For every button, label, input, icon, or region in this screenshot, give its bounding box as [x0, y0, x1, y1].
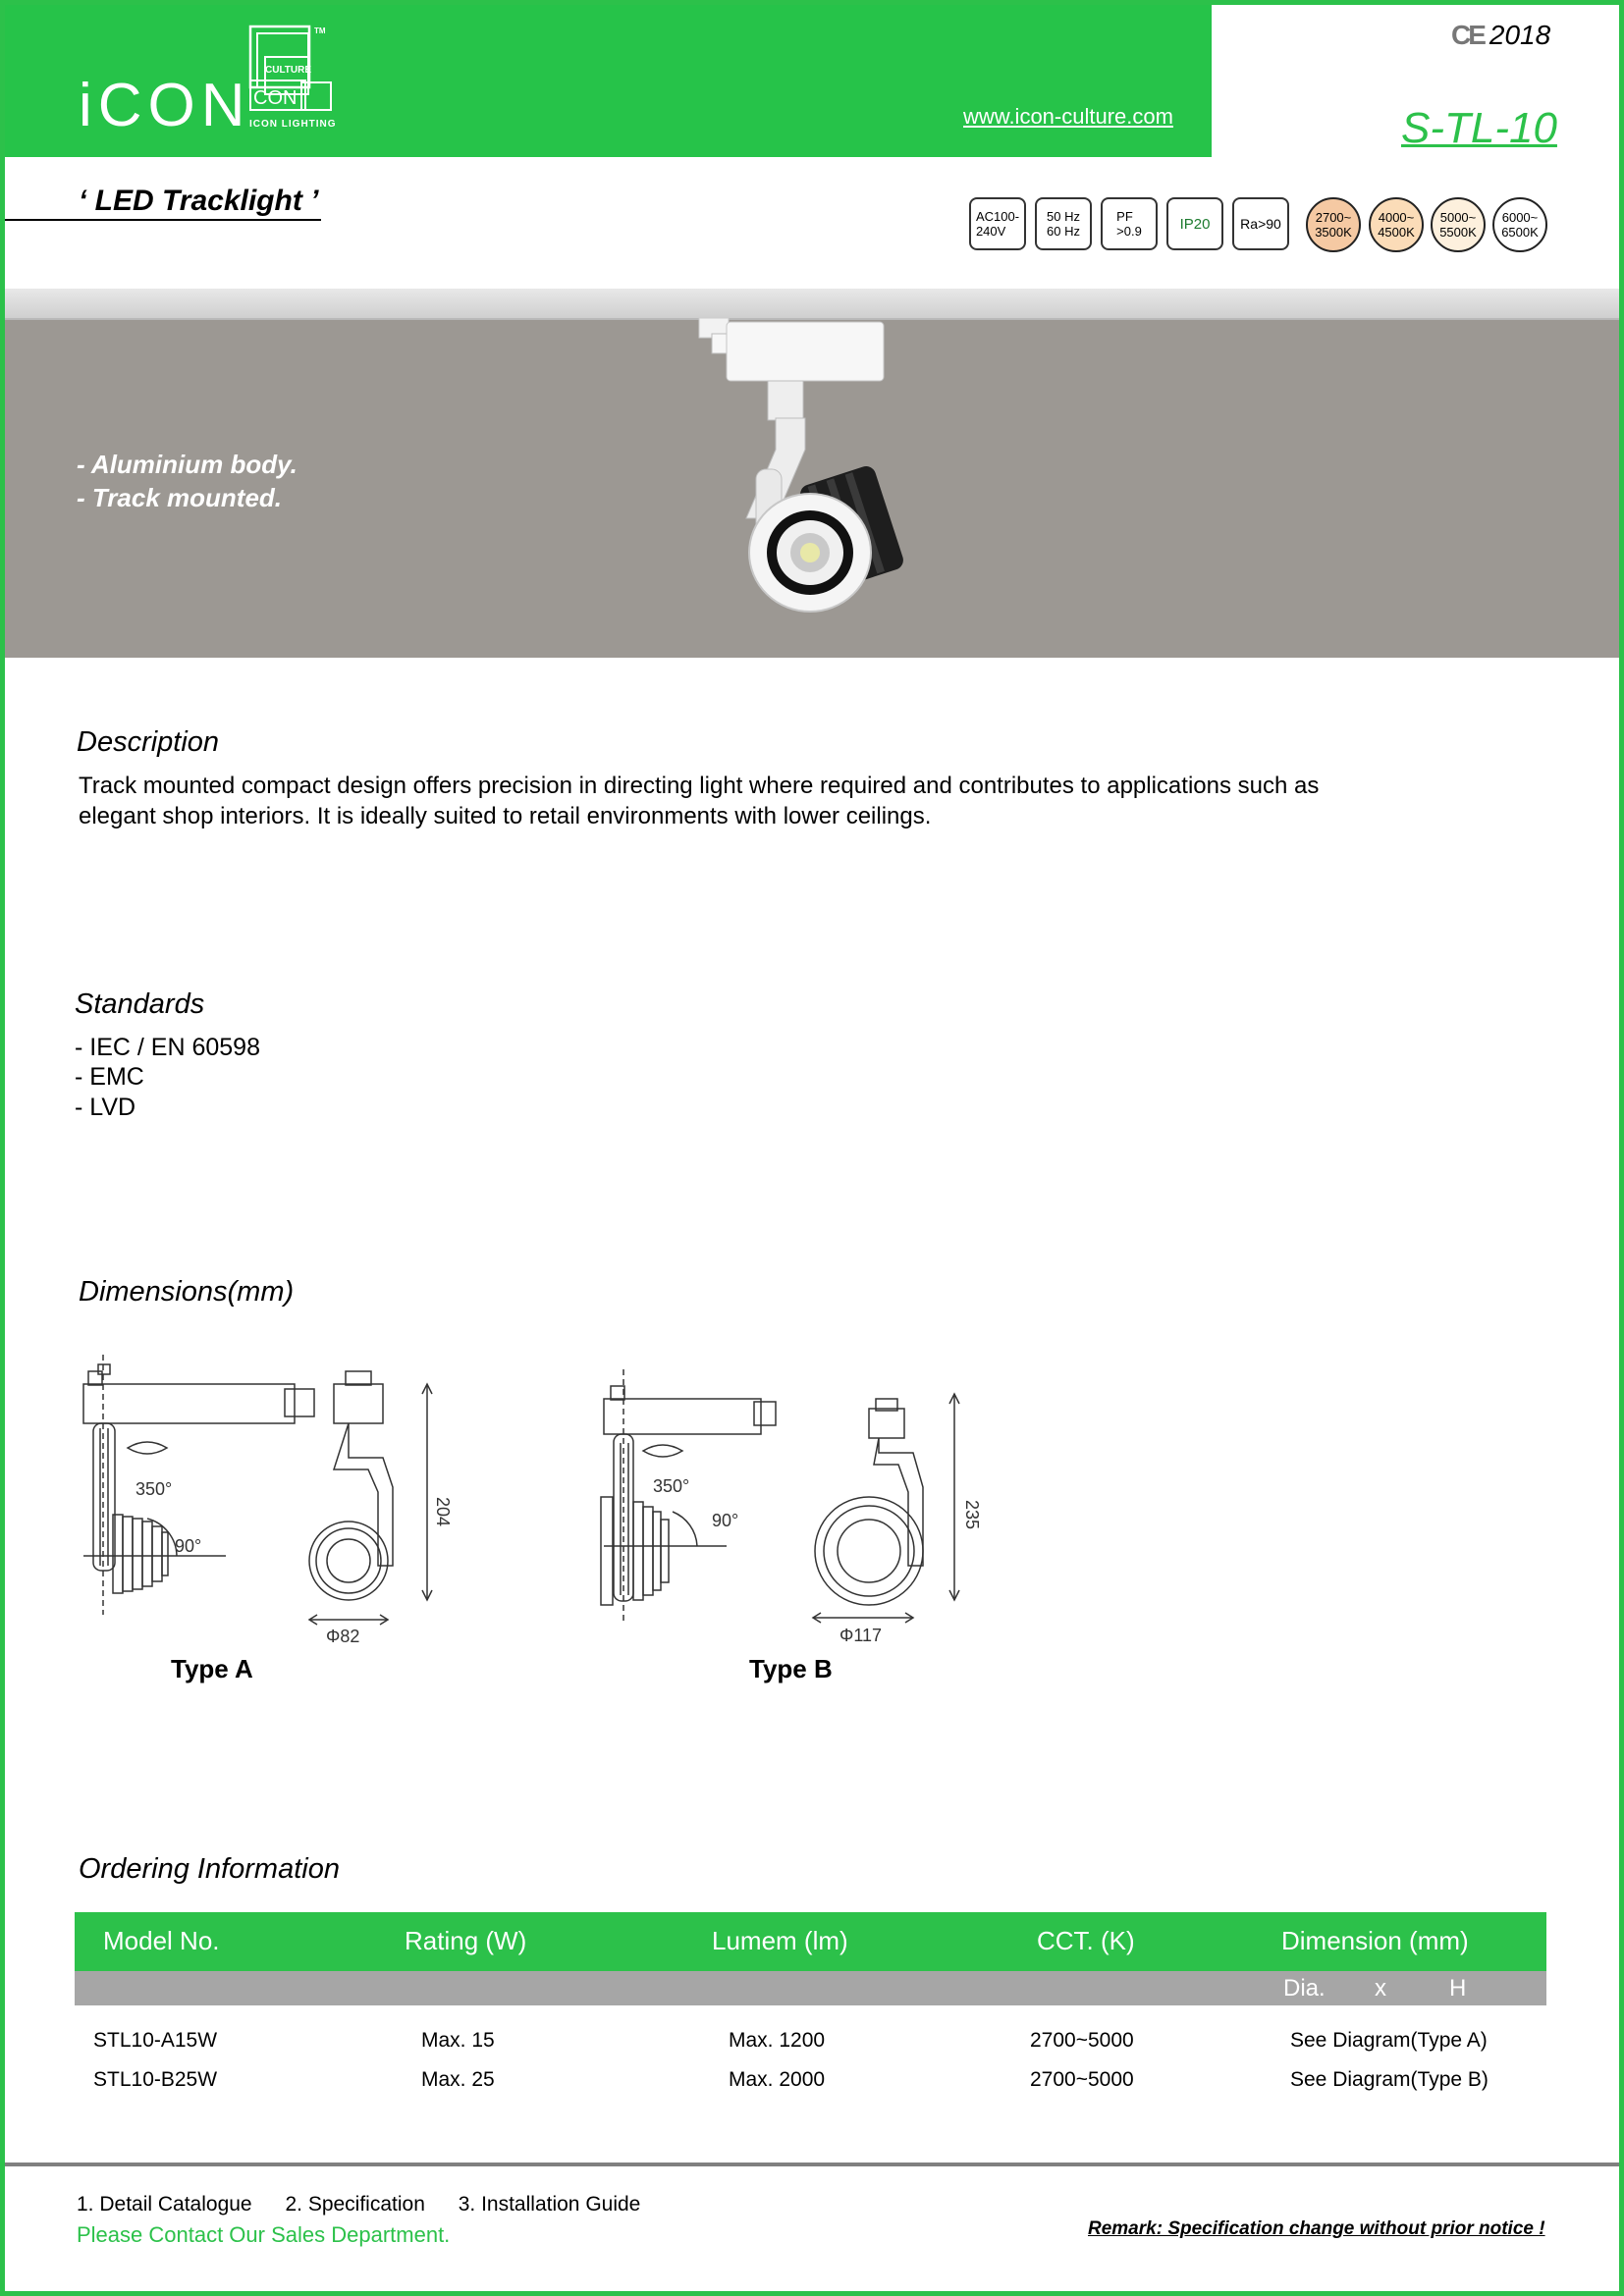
standards-heading: Standards — [75, 988, 205, 1020]
type-a-tilt: 90° — [175, 1536, 202, 1556]
footer-link-catalogue[interactable]: 1. Detail Catalogue — [77, 2193, 252, 2216]
dimensions-heading: Dimensions(mm) — [79, 1276, 295, 1308]
table-cell: 2700~5000 — [1030, 2068, 1134, 2091]
column-header-lumen: Lumem (lm) — [712, 1926, 848, 1955]
type-b-tilt: 90° — [712, 1511, 739, 1530]
website-link[interactable]: www.icon-culture.com — [963, 104, 1173, 129]
subheader-x: x — [1375, 1975, 1386, 2002]
footer-link-specification[interactable]: 2. Specification — [285, 2193, 425, 2216]
feature-track-mounted: - Track mounted. — [77, 483, 283, 512]
type-b-rotation: 350° — [653, 1476, 690, 1496]
logo-mark-sub: CON — [253, 87, 298, 109]
subheader-h: H — [1449, 1975, 1467, 2002]
footer-divider — [5, 2163, 1619, 2166]
year-label: 2018 — [1489, 20, 1551, 50]
spec-power-factor: PF >0.9 — [1101, 197, 1158, 250]
footer-link-installation[interactable]: 3. Installation Guide — [458, 2193, 641, 2216]
trademark: TM — [314, 27, 326, 35]
standard-item: - LVD — [75, 1094, 136, 1121]
tracklight-image — [687, 312, 1001, 626]
logo-mark-icon — [247, 24, 336, 122]
cct-option-6000: 6000~ 6500K — [1492, 197, 1547, 252]
table-cell: Max. 2000 — [729, 2068, 826, 2091]
title-underline — [5, 219, 321, 221]
type-a-rotation: 350° — [135, 1479, 173, 1499]
model-code: S-TL-10 — [1401, 104, 1557, 152]
table-cell: STL10-A15W — [93, 2029, 218, 2052]
table-cell: See Diagram(Type A) — [1290, 2029, 1488, 2052]
feature-aluminium: - Aluminium body. — [77, 450, 298, 479]
table-cell: Max. 25 — [421, 2068, 495, 2091]
ce-year — [1451, 20, 1550, 51]
ordering-table-subheader — [75, 1971, 1546, 2005]
product-title: ‘ LED Tracklight ’ — [79, 185, 319, 217]
type-b-diagram — [589, 1364, 1001, 1659]
type-b-diameter: Φ117 — [839, 1626, 883, 1645]
cct-option-5000: 5000~ 5500K — [1431, 197, 1486, 252]
type-a-diameter: Φ82 — [326, 1627, 360, 1644]
cct-option-2700: 2700~ 3500K — [1306, 197, 1361, 252]
footer-contact: Please Contact Our Sales Department. — [77, 2222, 451, 2247]
description-line-2: elegant shop interiors. It is ideally suited to retail environments with lower ceilings. — [79, 803, 932, 829]
cct-option-4000: 4000~ 4500K — [1369, 197, 1424, 252]
column-header-model: Model No. — [103, 1926, 220, 1955]
table-cell: STL10-B25W — [93, 2068, 218, 2091]
spec-cri: Ra>90 — [1232, 197, 1289, 250]
table-cell: 2700~5000 — [1030, 2029, 1134, 2052]
spec-frequency: 50 Hz 60 Hz — [1035, 197, 1092, 250]
logo-subtitle: ICON LIGHTING — [249, 119, 337, 130]
ordering-heading: Ordering Information — [79, 1853, 340, 1885]
standard-item: - EMC — [75, 1063, 144, 1091]
description-heading: Description — [77, 726, 220, 758]
table-cell: Max. 1200 — [729, 2029, 826, 2052]
logo-mark-text: CULTURE — [265, 65, 312, 76]
column-header-dimension: Dimension (mm) — [1281, 1926, 1469, 1955]
column-header-cct: CCT. (K) — [1037, 1926, 1135, 1955]
footer-links — [77, 2193, 668, 2216]
type-b-label: Type B — [749, 1654, 833, 1683]
type-a-label: Type A — [171, 1654, 253, 1683]
subheader-dia: Dia. — [1283, 1975, 1326, 2002]
column-header-rating: Rating (W) — [405, 1926, 527, 1955]
spec-ip-rating: IP20 — [1166, 197, 1223, 250]
footer-remark: Remark: Specification change without prior notice ! — [1088, 2218, 1545, 2239]
description-line-1: Track mounted compact design offers precision in directing light where required and contributes to applications such as — [79, 773, 1320, 799]
table-cell: Max. 15 — [421, 2029, 495, 2052]
table-cell: See Diagram(Type B) — [1290, 2068, 1489, 2091]
type-b-height: 235 — [962, 1500, 982, 1530]
spec-voltage: AC100- 240V — [969, 197, 1026, 250]
standard-item: - IEC / EN 60598 — [75, 1034, 260, 1061]
brand-logo: iCON — [79, 72, 251, 139]
type-a-diagram — [69, 1350, 481, 1644]
type-a-height: 204 — [433, 1497, 453, 1527]
ce-mark-icon: CE — [1451, 20, 1484, 50]
